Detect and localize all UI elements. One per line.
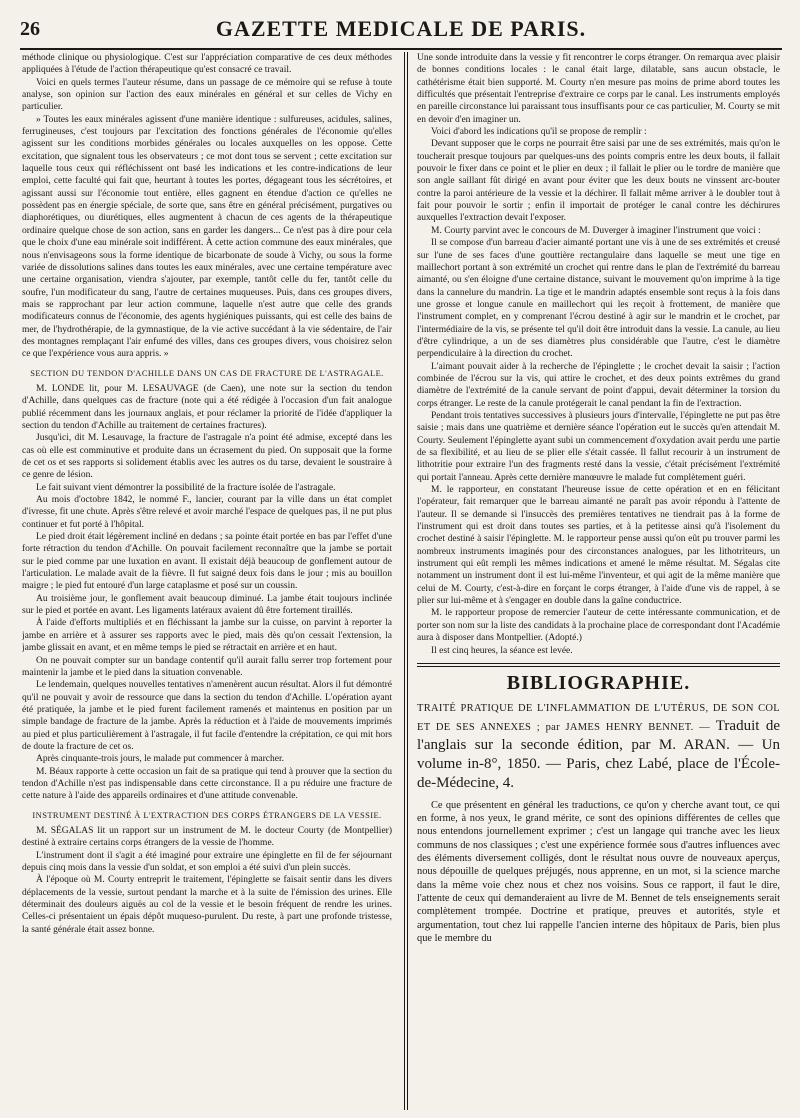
left-column	[22, 52, 392, 1110]
quote-paragraph: » Toutes les eaux minérales agissent d'une manière identique : sulfureuses, acidules, salines, ferrugineuses, c'est toujours par l'excitation des fonctions générales de l'économie qu'elles agissent sur les conditions morbides générales ou locales auxquelles on les oppose. Cette excitation, que signalent tous les observateurs ; ce mot dont tous se servent ; cette excitation sur laquelle tous ceux qui réfléchissent ont basé les indications et les contre-indications de leur emploi, cette faculté qui fait que, heurtant à toutes les portes, dégageant tous les sécrétoires, et agissant aussi sur l'économie tout entière, elles gagnent en étendue d'action ce qu'elles ne possèdent pas en énergie spéciale, de sorte que, sans être en général précisément, purgatives ou diaphorétiques, ou diurétiques, elles augmentent à chacun de ces agents de la thérapeutique ordinaire quelque chose de son action, sans en garder les dangers... Ce n'est pas à dire pour cela que le choix d'une eau minérale soit indifférent. À cette action commune des eaux minérales, que nous n'envisageons sous la forme identique de bicarbonate de soude à Vichy, ou sous la forme variée de dissolutions salines dans toutes les eaux minérales, avec une certaine température avec une certaine organisation, viendra s'ajouter, par exemple, tantôt celle du fer, tantôt celle du soufre, l'un modificateur du sang, l'autre de certaines muqueuses. Puis, dans ces groupes divers, mais se rapprochant par leur action commune, laquelle n'est autre que celle des grands modificateurs connus de l'économie, des agents hygiéniques puissants, qui est celle des bains de mer, de l'hydrothérapie, de la gymnastique, de la vie active succédant à la vie sédentaire, de l'air des montagnes remplaçant l'air enfumé des villes, dans ces groupes divers, vous choisirez selon ce que l'expérience vous aura appris. »	[22, 114, 392, 360]
column-divider-double	[407, 52, 408, 1110]
paragraph: Ce que présentent en général les traductions, ce qu'on y cherche avant tout, ce qui en forme, à nos yeux, le grand mérite, ce sont des opinions différentes de celles que nous entendons journellement exprimer ; c'est un langage qui tranche avec les lieux communs de nos classiques ; c'est une expérience formée sous d'autres influences avec des éléments diversement colligés, dont le résultat nous ouvre de nouveaux aperçus, nous dépouille de quelques préjugés, nous apprenne, en un mot, si la science marche dans la même voie chez nous et chez nos voisins. Sous ce rapport, il faut le dire, l'attente de ceux qui demanderaient au livre de M. Bennet de tels enseignements serait complètement trompée. Doctrine et pratique, preuves et autorités, style et argumentation, tout chez lui rappelle l'ancien interne des hôpitaux de Paris, bien plus que le membre du	[417, 799, 780, 944]
column-divider	[404, 52, 405, 1110]
paragraph: Il est cinq heures, la séance est levée.	[431, 645, 573, 656]
paragraph: méthode clinique ou physiologique. C'est sur l'appréciation comparative de ces deux méthodes appliquées à l'étude de l'action thérapeutique qu'est consacré ce travail.	[22, 53, 392, 76]
paragraph: Une sonde introduite dans la vessie y fit rencontrer le corps étranger. On remarqua avec plaisir de bonnes conditions locales : le canal était large, dilatable, sans aucun obstacle, le cathétérisme était bien supporté. M. Courty n'en mesure pas moins de prime abord toutes les difficultés que présentait l'entreprise d'extraire ce corps par le canal. Les instruments employés en pareille circonstance lui paraissant tous insuffisants pour ce cas particulier, M. Courty se mit en devoir d'en imaginer un.	[417, 53, 780, 125]
paragraph: M. LONDE lit, pour M. LESAUVAGE (de Caen), une note sur la section du tendon d'Achille, dans quelques cas de fracture (note qui a été rédigée à l'occasion d'un fait analogue publié récemment dans les journaux anglais, et pour réclamer la priorité de l'idée d'appliquer la section du tendon d'Achille au traitement de certaines fractures).	[22, 383, 392, 431]
paragraph: Le fait suivant vient démontrer la possibilité de la fracture isolée de l'astragale.	[36, 482, 336, 493]
book-publication: Traduit de l'anglais sur la seconde édition, par M. ARAN. — Un volume in-8°, 1850. — Paris, chez Labé, place de l'École-de-Médecine, 4.	[417, 717, 780, 791]
paragraph: Au troisième jour, le gonflement avait beaucoup diminué. La jambe était toujours inclinée sur le pied et portée en avant. Les ligaments latéraux avaient dû être fortement tiraillés.	[22, 593, 392, 617]
paragraph: Voici d'abord les indications qu'il se propose de remplir :	[431, 127, 647, 138]
paragraph: Le lendemain, quelques nouvelles tentatives n'amenèrent aucun résultat. Alors il fut démontré qu'il ne pouvait y avoir de ressource que dans la section du tendon d'Achille. L'opération ayant été pratiquée, la jambe et le pied furent facilement ramenés et maintenus en position par un simple bandage de fracture de la jambe. Après la réduction et à l'aide de mouvements imprimés au pied et plus particulièrement à l'astragale, il fut facile d'entendre la crépitation, ce qui mit hors de doute la fracture de cet os.	[22, 680, 392, 752]
section-rule	[417, 663, 780, 667]
paragraph: M. Courty parvint avec le concours de M. Duverger à imaginer l'instrument que voici :	[431, 225, 761, 236]
bibliography-heading: BIBLIOGRAPHIE.	[506, 671, 691, 694]
paragraph: À l'époque où M. Courty entreprit le traitement, l'épinglette se faisait sentir dans les divers déplacements de la vessie, surtout pendant la marche et à la suite de l'émission des urines. Elle déterminait des douleurs aiguës au col de la vessie et le besoin fréquent de rendre les urines. Celles-ci présentaient un épais dépôt muqueso-purulent. Du reste, à part une profonde tristesse, la santé générale était assez bonne.	[22, 875, 392, 935]
paragraph: Il se compose d'un barreau d'acier aimanté portant une vis à une de ses extrémités et creusé sur l'une de ses faces d'une gouttière rectangulaire dans laquelle se meut une tige en maillechort portant à son extrémité un crochet qui rentre dans le plan de l'extrémité du barreau aimanté, ou s'en éloigne d'une certaine distance, suivant le mouvement qu'on imprime à la tige dans la cannelure du mandrin. La tige et le mandrin adaptés ensemble sont reçus à la fois dans une grosse et longue canule en maillechort qui les reçoit à frottement, de manière que l'instrument complet, en y comprenant l'écrou destiné à agir sur le mandrin et le crochet, par l'intermédiaire de la vis, se présente tel qu'il doit être introduit dans la vessie. La canule, au lieu d'être cylindrique, a un de ses diamètres plus considérable que l'autre, c'est le diamètre perpendiculaire à la direction du crochet.	[417, 238, 780, 360]
paragraph: M. le rapporteur, en constatant l'heureuse issue de cette opération et en en félicitant l'opérateur, fait remarquer que le barreau aimanté ne paraît pas avoir répondu à l'attente de l'auteur. Il se demande si l'insuccès des premières tentatives ne tiendrait pas à la forme de l'instrument qui est droit dans toutes ses parties, et à la petitesse ainsi qu'à l'isolement du crochet destiné à saisir l'épinglette. M. le rapporteur pense aussi qu'on eût pu trouver parmi les nombreux instruments imaginés pour des circonstances analogues, par les lithotriteurs, un instrument qui eût rempli les mêmes indications et amené le même résultat. M. Ségalas cite notamment un instrument dont il est lui-même l'inventeur, et qui agit de la même manière que celui de M. Courty, c'est-à-dire en forçant le corps étranger, à l'aide d'une vis de rappel, à se plier sur lui-même et à s'engager en double dans la gaîne conductrice.	[417, 485, 780, 607]
paragraph: Au mois d'octobre 1842, le nommé F., lancier, courant par la ville dans un état complet d'ivresse, fit une chute. Après s'être relevé et avoir marché l'espace de quelques pas, il ne put plus continuer et fut porté à l'hôpital.	[22, 495, 392, 530]
paragraph: M. le rapporteur propose de remercier l'auteur de cette intéressante communication, et de porter son nom sur la liste des candidats à la prochaine place de correspondant dont l'Académie aura à disposer dans Montpellier. (Adopté.)	[417, 608, 780, 644]
book-reference	[417, 699, 780, 793]
page-header	[20, 12, 782, 50]
paragraph: Le pied droit était légèrement incliné en dedans ; sa pointe était portée en bas par l'effet d'une forte rétraction du tendon d'Achille. On pouvait facilement reconnaître que la jambe se portait sur le pied comme par une luxation en avant. Il existait déjà beaucoup de gonflement autour de l'articulation. Le malade avait de la fièvre. Il fut saigné deux fois dans le jour ; mis au bouillon maigre ; le pied fut entouré d'un large cataplasme et posé sur un coussin.	[22, 532, 392, 592]
paragraph: L'aimant pouvait aider à la recherche de l'épinglette ; le crochet devait la saisir ; l'action combinée de l'écrou sur la vis, qui attire le crochet, et des deux points extrêmes du grand diamètre de l'extrémité de la canule servant de point d'appui, devait déterminer la torsion du corps étranger. Le reste de la canule protégerait le canal pendant la fin de l'extraction.	[417, 361, 780, 409]
paragraph: À l'aide d'efforts multipliés et en fléchissant la jambe sur la cuisse, on parvint à reporter la jambe en arrière et à assurer ses rapports avec le pied, mais dès qu'on cessait l'extension, la jambe glissait en avant, et en même temps le pied se rétractait en arrière et en haut.	[22, 618, 392, 654]
paragraph: Pendant trois tentatives successives à plusieurs jours d'intervalle, l'épinglette ne put pas être saisie ; mais dans une quatrième et dernière séance l'opération eut le succès qu'en attendait M. Courty. Seulement l'épinglette ayant subi un commencement d'oxydation avait perdu une partie de sa flexibilité, et au lieu de se plier elle s'était cassée. Il fallut recourir à un instrument de lithotritie pour extraire l'un des fragments resté dans la vessie, c'était précisément l'extrémité qui portait l'anneau. Après cette dernière manœuvre le malade fut complètement guéri.	[417, 410, 780, 483]
paragraph: Devant supposer que le corps ne pourrait être saisi par une de ses extrémités, mais qu'on le toucherait presque toujours par quelques-uns des points compris entre les deux bouts, il fallait pouvoir le fixer dans ce point et le plier en deux ; il fallait le plier ou le tordre de manière que son angle saillant fût dirigé en avant pour éviter que les deux bouts ne vinssent arc-bouter contre la paroi antérieure de la vessie et la déchirer. Il fallait même arriver à le doubler tout à fait pour pouvoir le sortir ; enfin il importait de protéger le canal contre les déchirures auxquelles l'extraction devait l'exposer.	[417, 139, 780, 224]
paragraph: M. Béaux rapporte à cette occasion un fait de sa pratique qui tend à prouver que la section du tendon d'Achille n'est pas indispensable dans cette circonstance. Il a pu réduire une fracture de cette nature à l'aide des appareils ordinaires et d'une attitude convenable.	[22, 766, 392, 802]
section-heading: INSTRUMENT DESTINÉ À L'EXTRACTION DES CORPS ÉTRANGERS DE LA VESSIE.	[32, 809, 382, 820]
section-heading: SECTION DU TENDON D'ACHILLE DANS UN CAS DE FRACTURE DE L'ASTRAGALE.	[30, 367, 384, 378]
paragraph: Voici en quels termes l'auteur résume, dans un passage de ce mémoire qui se refuse à toute analyse, son opinion sur l'action des eaux minérales en général et sur celles de Vichy en particulier.	[22, 77, 392, 113]
masthead-title: GAZETTE MEDICALE DE PARIS.	[215, 16, 587, 41]
paragraph: M. SÉGALAS lit un rapport sur un instrument de M. le docteur Courty (de Montpellier) destiné à extraire certains corps étrangers de la vessie de l'homme.	[22, 825, 392, 849]
right-column	[417, 52, 780, 1110]
page-number: 26	[20, 18, 40, 40]
paragraph: On ne pouvait compter sur un bandage contentif qu'il aurait fallu serrer trop fortement pour maintenir la jambe et le pied dans la situation convenable.	[22, 655, 392, 678]
book-title: TRAITÉ PRATIQUE DE L'INFLAMMATION DE L'UTÉRUS, DE SON COL ET DE SES ANNEXES ; par JAMES HENRY BENNET. —	[417, 702, 780, 733]
paragraph: Jusqu'ici, dit M. Lesauvage, la fracture de l'astragale n'a point été admise, excepté dans les cas où elle est comminutive et produite dans un écrasement du pied. On supposait que la forme de cet os et ses rapports si solidement établis avec les autres os du tarse, devaient le soustraire à ce genre de lésion.	[22, 433, 392, 481]
paragraph: L'instrument dont il s'agit a été imaginé pour extraire une épinglette en fil de fer séjournant depuis cinq mois dans la vessie d'un soldat, et son emploi a été suivi d'un plein succès.	[22, 850, 392, 873]
paragraph: Après cinquante-trois jours, le malade put commencer à marcher.	[36, 754, 284, 765]
